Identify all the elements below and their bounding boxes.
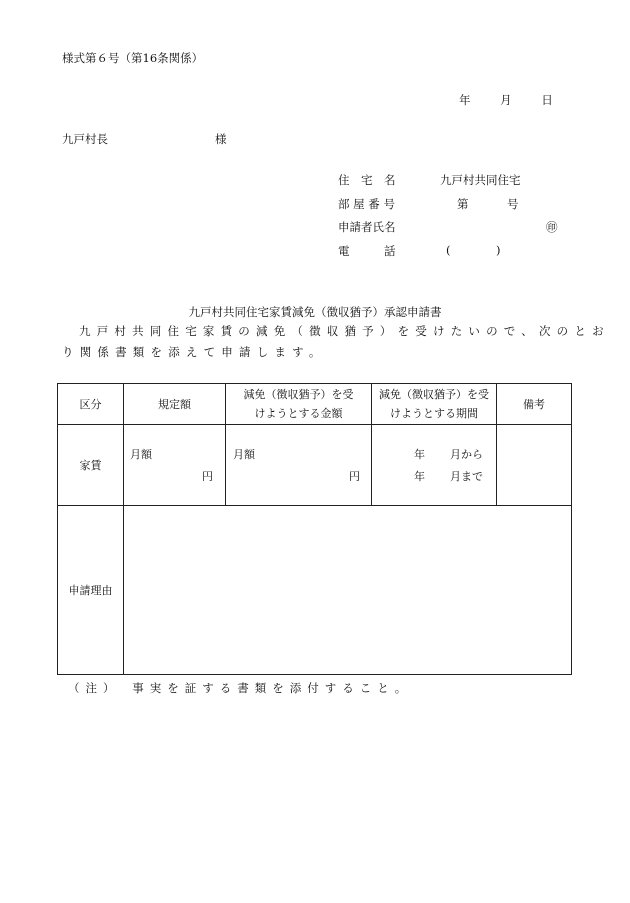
reason-row xyxy=(58,506,572,675)
addressee: 九戸村長 xyxy=(62,132,108,146)
applicant-name-label: 申請者氏名 xyxy=(338,220,396,234)
period-to-year: 年 xyxy=(414,470,425,483)
room-number-label: 部 屋 番 号 xyxy=(338,197,395,211)
header-reduction-period xyxy=(372,384,497,425)
date-year-label: 年 xyxy=(459,93,471,107)
reduction-monthly-label: 月額 xyxy=(233,448,255,461)
reduction-amount-cell[interactable] xyxy=(226,425,372,506)
phone-open-paren: ( xyxy=(446,243,451,257)
header-reduction-amount-line2: けようとする金額 xyxy=(254,407,343,420)
seal-mark: ㊞ xyxy=(546,220,558,234)
header-reduction-period-line2: けようとする期間 xyxy=(390,407,478,420)
reduction-yen-unit: 円 xyxy=(349,470,360,483)
residence-label: 住 宅 名 xyxy=(338,173,396,187)
rent-row-label: 家賃 xyxy=(58,425,124,506)
period-to-month: 月まで xyxy=(450,470,483,483)
header-reduction-amount xyxy=(226,384,372,425)
reduction-period-cell[interactable] xyxy=(372,425,497,506)
header-standard-amount: 規定額 xyxy=(124,384,226,425)
application-date xyxy=(459,92,553,108)
standard-amount-cell[interactable] xyxy=(124,425,226,506)
header-reduction-amount-line1: 減免（徴収猶予）を受 xyxy=(243,388,354,401)
header-remarks: 備考 xyxy=(497,384,572,425)
phone-close-paren: ) xyxy=(496,243,501,257)
table-header-row xyxy=(58,384,572,425)
document-title: 九戸村共同住宅家賃減免（徴収猶予）承認申請書 xyxy=(188,305,442,319)
form-number: 様式第６号（第16条関係） xyxy=(62,51,204,65)
remarks-cell[interactable] xyxy=(497,425,572,506)
room-number-suffix: 号 xyxy=(507,197,519,211)
date-month-label: 月 xyxy=(500,93,512,107)
rent-row xyxy=(58,425,572,506)
period-from-year: 年 xyxy=(414,448,425,461)
addressee-honorific: 様 xyxy=(215,132,227,146)
standard-yen-unit: 円 xyxy=(202,470,213,483)
application-table xyxy=(57,383,572,675)
intro-line-2: り関係書類を添えて申請します。 xyxy=(62,345,327,359)
period-from-month: 月から xyxy=(450,448,483,461)
header-category: 区分 xyxy=(58,384,124,425)
reason-input-cell[interactable] xyxy=(124,506,572,675)
standard-monthly-label: 月額 xyxy=(130,448,152,461)
room-number-prefix: 第 xyxy=(457,197,469,211)
residence-value: 九戸村共同住宅 xyxy=(440,173,521,187)
date-day-label: 日 xyxy=(541,93,553,107)
phone-label: 電 話 xyxy=(338,244,396,258)
reason-row-label: 申請理由 xyxy=(58,506,124,675)
footnote: （注） 事実を証する書類を添付すること。 xyxy=(68,681,413,695)
header-reduction-period-line1: 減免（徴収猶予）を受 xyxy=(379,388,489,401)
intro-line-1: 九戸村共同住宅家賃の減免（徴収猶予）を受けたいので、次のとお xyxy=(79,324,610,338)
